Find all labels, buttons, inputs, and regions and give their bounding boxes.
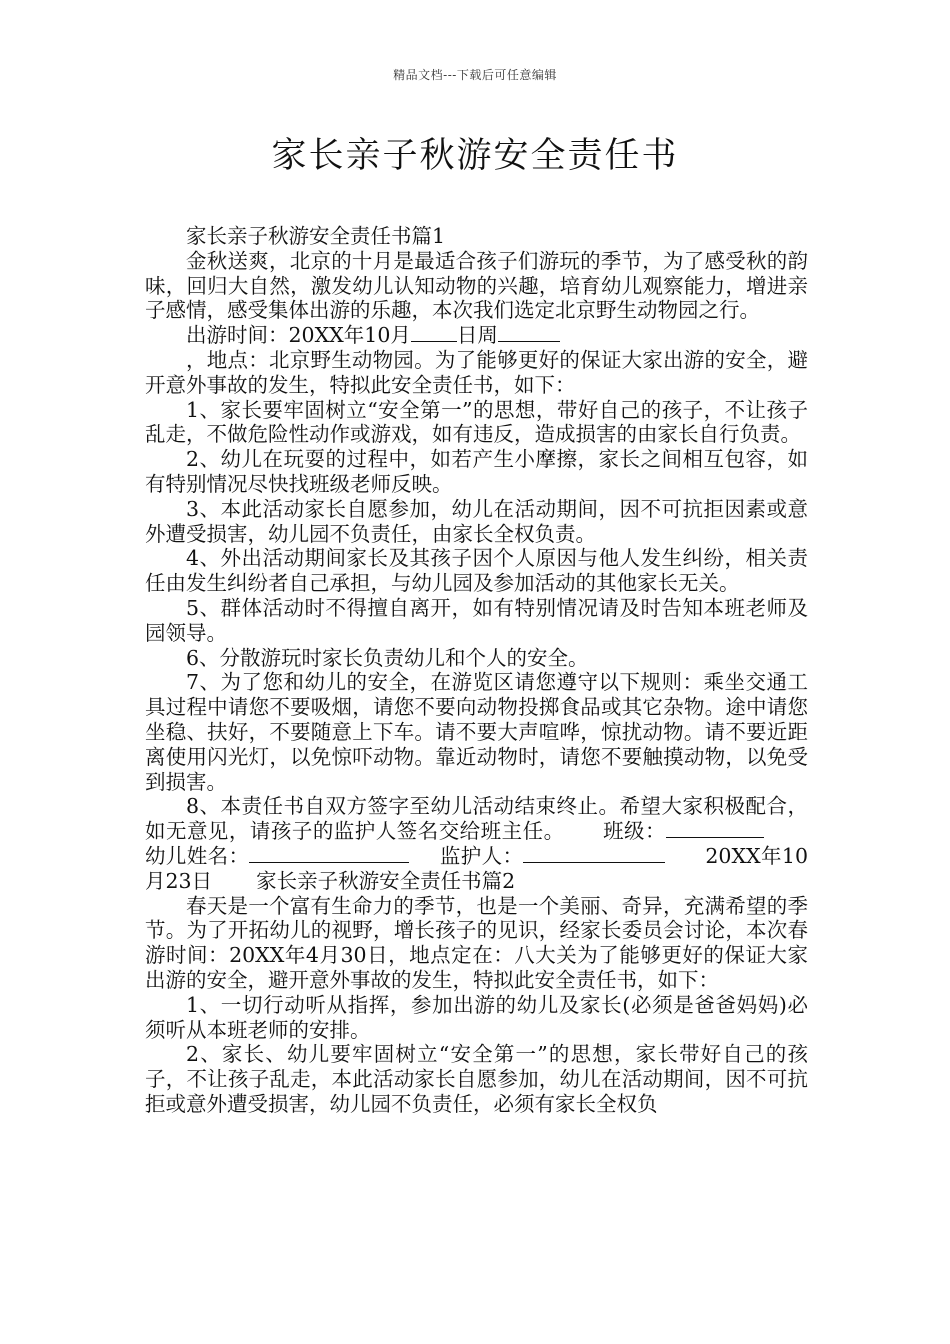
- rule-1-7: 7、为了您和幼儿的安全，在游览区请您遵守以下规则：乘坐交通工具过程中请您不要吸烟，请您不要向动物投掷食品或其它杂物。途中请您坐稳、扶好，不要随意上下车。请不要大声喧哗，惊扰动物。请不要近距离使用闪光灯，以免惊吓动物。靠近动物时，请您不要触摸动物，以免受到损害。: [145, 670, 808, 794]
- section-2-heading: 家长亲子秋游安全责任书篇2: [256, 868, 516, 893]
- document-body: [145, 224, 808, 1117]
- rule-1-4: 4、外出活动期间家长及其孩子因个人原因与他人发生纠纷，相关责任由发生纠纷者自己承担，与幼儿园及参加活动的其他家长无关。: [145, 546, 808, 596]
- rule-1-5: 5、群体活动时不得擅自离开，如有特别情况请及时告知本班老师及园领导。: [145, 595, 808, 645]
- section-1-heading: 家长亲子秋游安全责任书篇1: [186, 224, 446, 248]
- day-blank: [411, 323, 457, 342]
- child-name-blank: [249, 844, 409, 863]
- location-paragraph: ，地点：北京野生动物园。为了能够更好的保证大家出游的安全，避开意外事故的发生，特拟此安全责任书，如下：: [145, 347, 808, 397]
- rule-1-1: 1、家长要牢固树立“安全第一”的思想，带好自己的孩子，不让孩子乱走，不做危险性动作或游戏，如有违反，造成损害的由家长自行负责。: [145, 397, 808, 447]
- trip-time-prefix: 出游时间：20XX年10月: [186, 323, 411, 348]
- rule-1-8-and-signature: [145, 794, 808, 893]
- rule-2-1: 1、一切行动听从指挥，参加出游的幼儿及家长(必须是爸爸妈妈)必须听从本班老师的安排。: [145, 992, 808, 1042]
- watermark-header: 精品文档---下载后可任意编辑: [393, 68, 557, 82]
- class-label: 班级：: [602, 819, 667, 844]
- document-title: 家长亲子秋游安全责任书: [271, 136, 679, 176]
- trip-time-line: [145, 323, 808, 348]
- rule-1-3: 3、本此活动家长自愿参加，幼儿在活动期间，因不可抗拒因素或意外遭受损害，幼儿园不负责任，由家长全权负责。: [145, 496, 808, 546]
- weekday-blank: [498, 323, 560, 342]
- class-blank: [666, 819, 764, 838]
- date-1: 20XX年10月23日: [145, 843, 809, 893]
- rule-1-2: 2、幼儿在玩耍的过程中，如若产生小摩擦，家长之间相互包容，如有特别情况尽快找班级老师反映。: [145, 447, 808, 496]
- intro-paragraph: 金秋送爽，北京的十月是最适合孩子们游玩的季节，为了感受秋的韵味，回归大自然，激发幼儿认知动物的兴趣，培育幼儿观察能力，增进亲子感情，感受集体出游的乐趣，本次我们选定北京野生动物园之行。: [145, 248, 808, 323]
- trip-time-mid: 日周: [456, 323, 498, 348]
- guardian-blank: [523, 844, 665, 863]
- intro-paragraph-2: 春天是一个富有生命力的季节，也是一个美丽、奇异，充满希望的季节。为了开拓幼儿的视野，增长孩子的见识，经家长委员会讨论，本次春游时间：20XX年4月30日，地点定在：八大关为了能够更好的保证大家出游的安全，避开意外事故的发生，特拟此安全责任书，如下：: [145, 893, 808, 992]
- rule-1-6: 6、分散游玩时家长负责幼儿和个人的安全。: [186, 645, 589, 670]
- guardian-label: 监护人：: [439, 843, 524, 868]
- child-name-label: 幼儿姓名：: [145, 843, 250, 868]
- rule-1-8: 8、本责任书自双方签字至幼儿活动结束终止。希望大家积极配合，如无意见，请孩子的监护人签名交给班主任。: [145, 794, 808, 844]
- rule-2-2: 2、家长、幼儿要牢固树立“安全第一”的思想，家长带好自己的孩子，不让孩子乱走，本此活动家长自愿参加，幼儿在活动期间，因不可抗拒或意外遭受损害，幼儿园不负责任，必须有家长全权负: [145, 1042, 808, 1116]
